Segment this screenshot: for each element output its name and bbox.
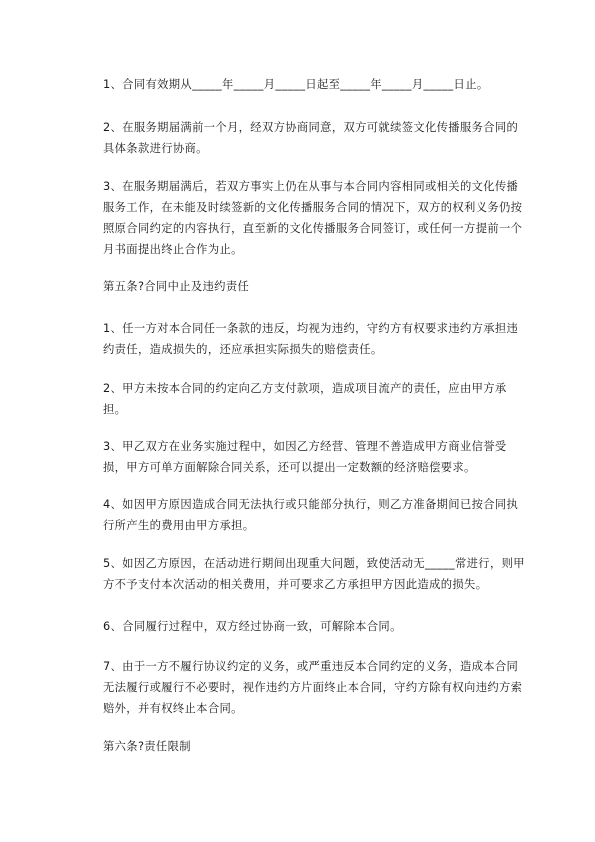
paragraph-text: 6、合同履行过程中，双方经过协商一致，可解除本合同。	[103, 620, 402, 633]
section-heading-article-5	[103, 276, 527, 297]
paragraph-text: 1、合同有效期从_____年_____月_____日起至_____年_____月_____日止。	[103, 78, 489, 91]
clause-4-1-validity-period	[103, 74, 533, 95]
section-heading-article-6	[103, 736, 527, 757]
paragraph-text: 4、如因甲方原因造成合同无法执行或只能部分执行，则乙方准备期间已按合同执行所产生的费用由甲方承担。	[103, 498, 519, 532]
section-heading-text: 第五条?合同中止及违约责任	[103, 280, 250, 293]
paragraph-text: 2、甲方未按本合同的约定向乙方支付款项，造成项目流产的责任，应由甲方承担。	[103, 382, 507, 416]
paragraph-text: 3、在服务期届满后，若双方事实上仍在从事与本合同内容相同或相关的文化传播服务工作，在未能及时续签新的文化传播服务合同的情况下，双方的权利义务仍按照原合同约定的内容执行，直至新的文化传播服务合同签订，或任何一方提前一个月书面提出终止合作为止。	[103, 180, 523, 256]
clause-5-5-party-b-cause	[103, 553, 527, 595]
clause-5-2-payment-default	[103, 378, 527, 420]
clause-5-1-breach	[103, 318, 527, 360]
paragraph-text: 7、由于一方不履行协议约定的义务，或严重违反本合同约定的义务，造成本合同无法履行或履行不必要时，视作违约方片面终止本合同，守约方除有权向违约方索赔外，并有权终止本合同。	[103, 660, 523, 715]
section-heading-text: 第六条?责任限制	[103, 740, 191, 753]
clause-4-3-after-expiry	[103, 176, 527, 260]
paragraph-text: 2、在服务期届满前一个月，经双方协商同意，双方可就续签文化传播服务合同的具体条款进行协商。	[103, 121, 519, 155]
clause-5-7-non-performance	[103, 656, 527, 719]
paragraph-text: 1、任一方对本合同任一条款的违反，均视为违约，守约方有权要求违约方承担违约责任，造成损失的，还应承担实际损失的赔偿责任。	[103, 322, 519, 356]
clause-5-6-mutual-termination	[103, 616, 527, 637]
clause-5-3-reputation-damage	[103, 436, 527, 478]
paragraph-text: 3、甲乙双方在业务实施过程中，如因乙方经营、管理不善造成甲方商业信誉受损，甲方可单方面解除合同关系，还可以提出一定数额的经济赔偿要求。	[103, 440, 507, 474]
paragraph-text: 5、如因乙方原因，在活动进行期间出现重大问题，致使活动无_____常进行，则甲方不予支付本次活动的相关费用，并可要求乙方承担甲方因此造成的损失。	[103, 557, 525, 591]
clause-4-2-renewal	[103, 117, 527, 159]
clause-5-4-party-a-cause	[103, 494, 527, 536]
